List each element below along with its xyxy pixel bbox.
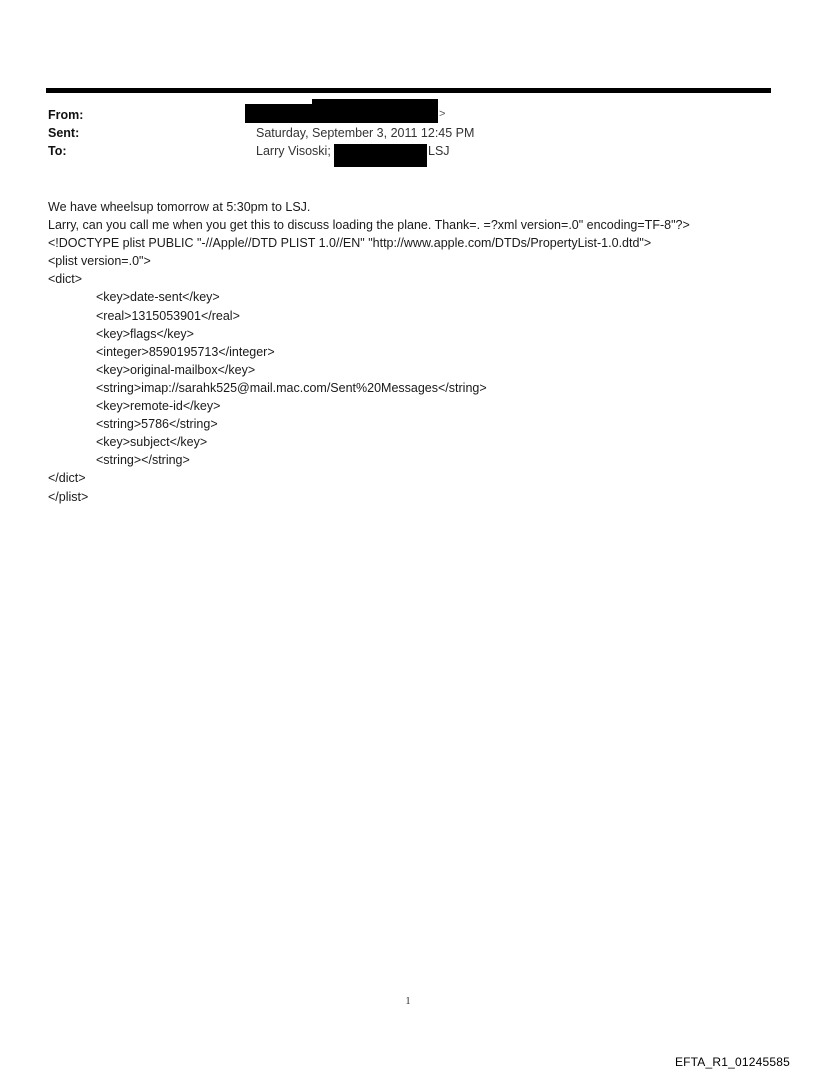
body-line: <key>subject</key> [96, 435, 208, 450]
redaction-bar-to [334, 144, 427, 167]
from-value-tail: > [439, 108, 446, 120]
body-line: <key>original-mailbox</key> [96, 362, 256, 377]
body-line: <!DOCTYPE plist PUBLIC "-//Apple//DTD PLIST 1.0//EN" "http://www.apple.com/DTDs/PropertyList-1.0.dtd"> [48, 236, 652, 251]
page-number: 1 [405, 996, 411, 1007]
body-line: <dict> [48, 272, 83, 287]
body-line: </dict> [48, 471, 86, 486]
body-line: </plist> [48, 489, 89, 504]
body-line: <string></string> [96, 453, 190, 468]
redaction-bar-from-2 [312, 99, 438, 123]
body-line: <key>remote-id</key> [96, 399, 221, 414]
body-line: <integer>8590195713</integer> [96, 344, 275, 359]
bates-number: EFTA_R1_01245585 [674, 1055, 790, 1069]
to-label: To: [48, 144, 67, 158]
to-value-suffix: LSJ [428, 144, 450, 158]
body-line: Larry, can you call me when you get this to discuss loading the plane. Thank=. =?xml version=.0" encoding=TF-8"?> [48, 218, 690, 233]
to-value-prefix: Larry Visoski; [256, 144, 331, 158]
body-line: <string>imap://sarahk525@mail.mac.com/Sent%20Messages</string> [96, 380, 487, 395]
from-label: From: [48, 108, 84, 122]
message-body [48, 198, 788, 506]
sent-label: Sent: [48, 126, 80, 140]
redaction-bar-from-1 [245, 104, 313, 123]
body-line: <key>flags</key> [96, 326, 194, 341]
body-line: <real>1315053901</real> [96, 308, 240, 323]
header-divider [46, 88, 771, 93]
body-line: <key>date-sent</key> [96, 290, 220, 305]
body-line: <plist version=.0"> [48, 254, 151, 269]
body-line: We have wheelsup tomorrow at 5:30pm to LSJ. [48, 200, 311, 214]
sent-value: Saturday, September 3, 2011 12:45 PM [256, 126, 475, 140]
body-line: <string>5786</string> [96, 417, 218, 432]
